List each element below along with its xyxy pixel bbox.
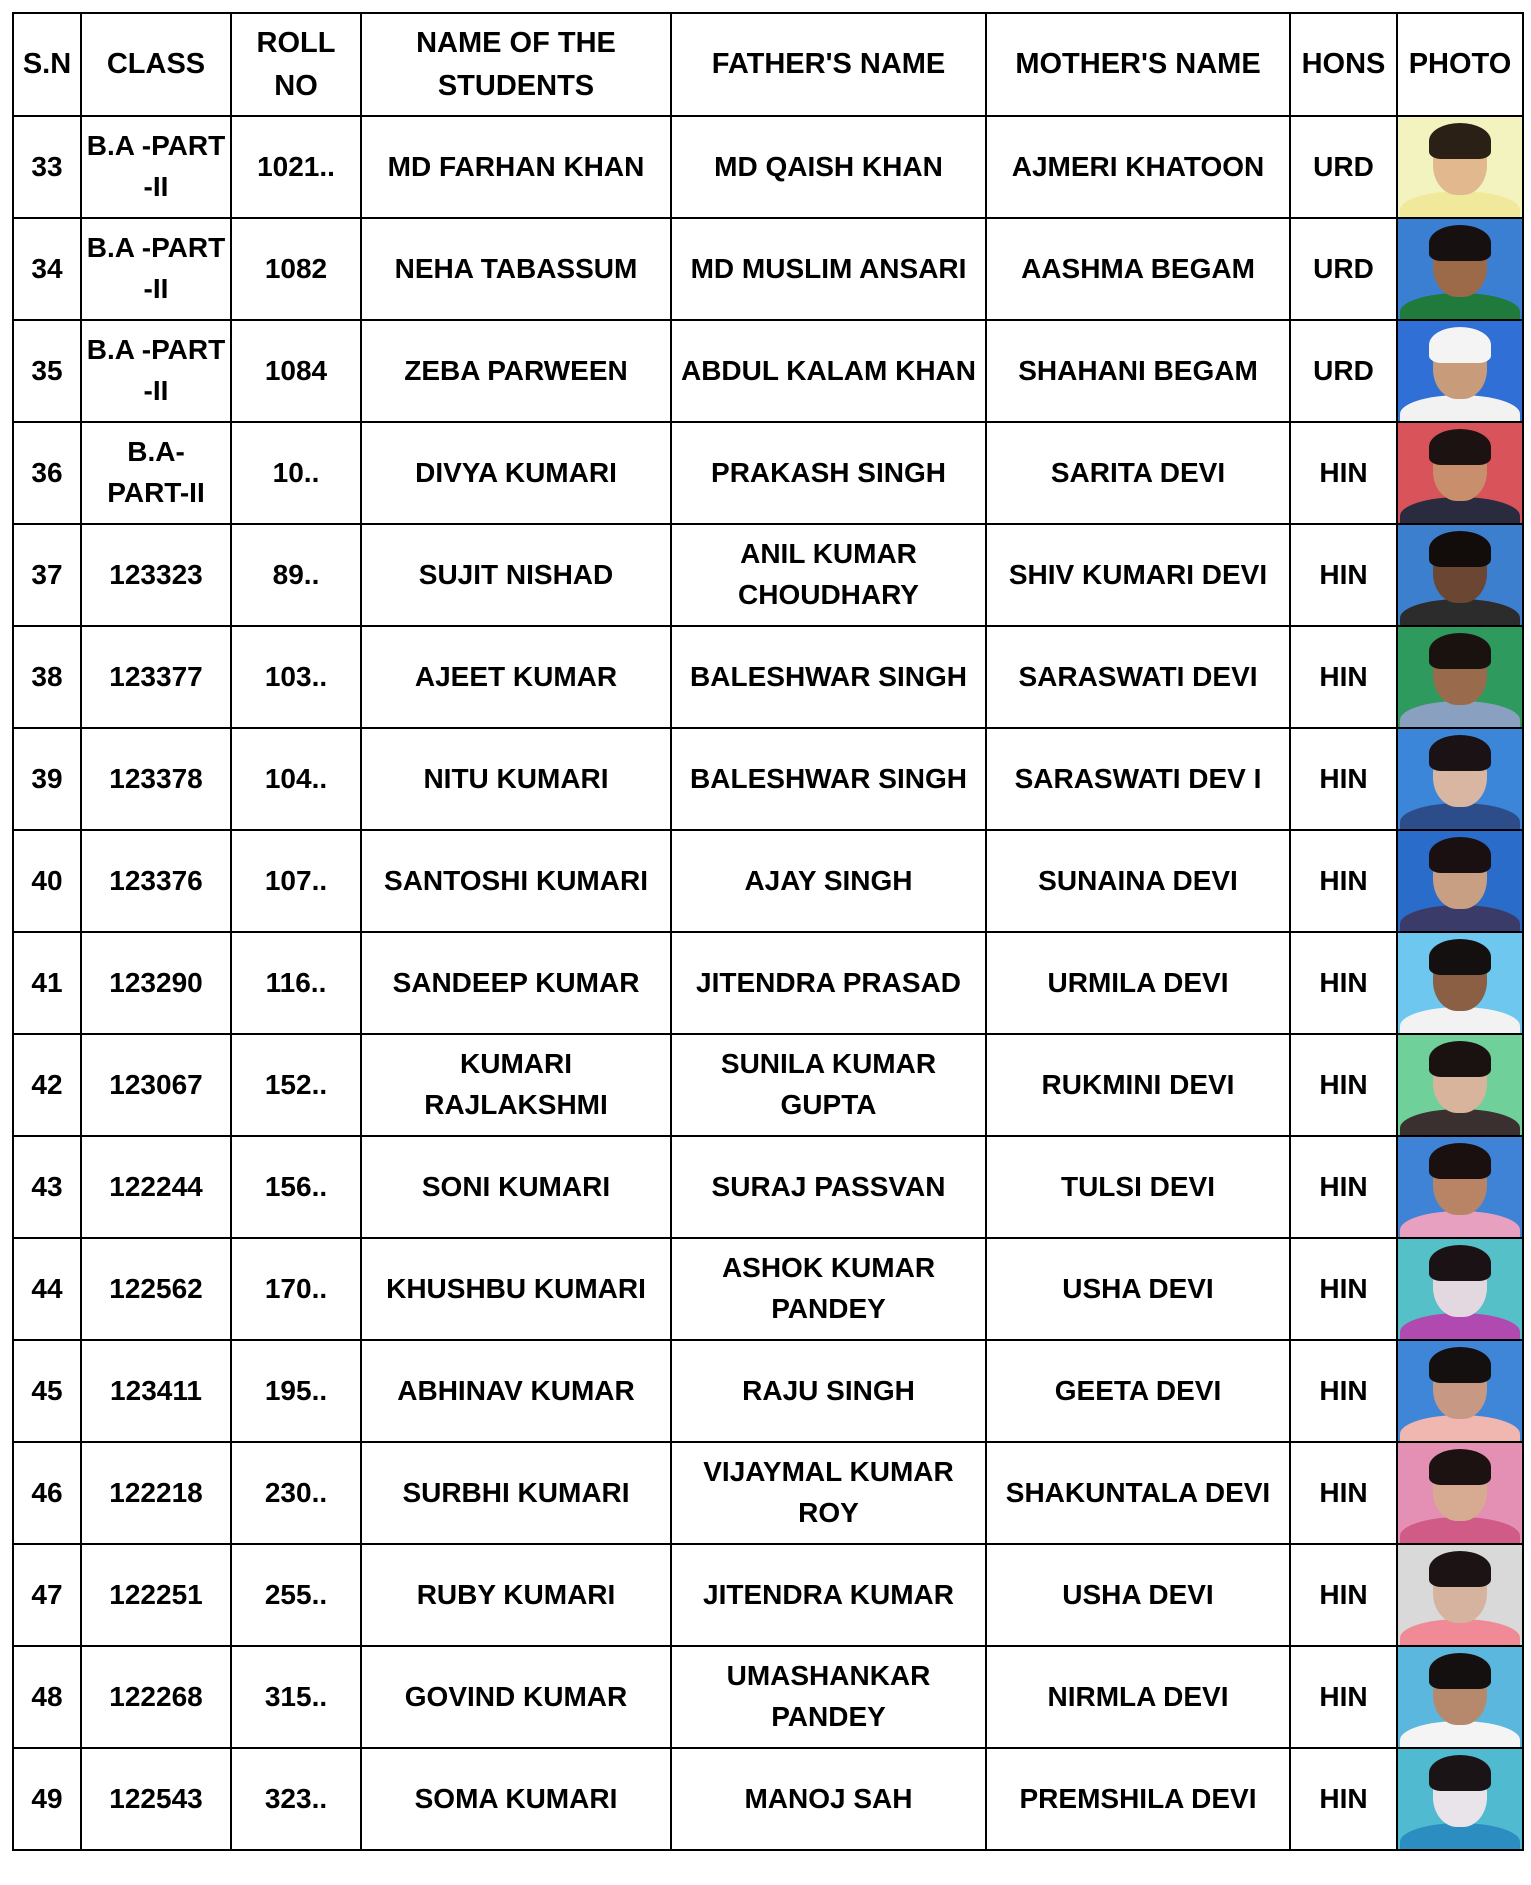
sn-cell: 37 bbox=[13, 524, 81, 626]
student-name-cell: SANDEEP KUMAR bbox=[361, 932, 671, 1034]
roll-no-cell: 1084 bbox=[231, 320, 361, 422]
class-cell: B.A -PART -II bbox=[81, 320, 231, 422]
hons-cell: HIN bbox=[1290, 422, 1397, 524]
roll-no-cell: 103.. bbox=[231, 626, 361, 728]
sn-cell: 38 bbox=[13, 626, 81, 728]
student-photo bbox=[1398, 729, 1522, 829]
table-row bbox=[13, 1034, 1523, 1136]
mother-name-cell: SHAHANI BEGAM bbox=[986, 320, 1290, 422]
class-cell: 123067 bbox=[81, 1034, 231, 1136]
father-name-cell: PRAKASH SINGH bbox=[671, 422, 986, 524]
hons-cell: HIN bbox=[1290, 1238, 1397, 1340]
student-photo bbox=[1398, 525, 1522, 625]
father-name-cell: BALESHWAR SINGH bbox=[671, 626, 986, 728]
student-name-cell: AJEET KUMAR bbox=[361, 626, 671, 728]
student-photo bbox=[1398, 1443, 1522, 1543]
hons-cell: HIN bbox=[1290, 1034, 1397, 1136]
father-name-cell: VIJAYMAL KUMAR ROY bbox=[671, 1442, 986, 1544]
roll-no-cell: 89.. bbox=[231, 524, 361, 626]
student-name-cell: SUJIT NISHAD bbox=[361, 524, 671, 626]
sn-cell: 46 bbox=[13, 1442, 81, 1544]
student-name-cell: SONI KUMARI bbox=[361, 1136, 671, 1238]
mother-name-cell: SHAKUNTALA DEVI bbox=[986, 1442, 1290, 1544]
student-name-cell: RUBY KUMARI bbox=[361, 1544, 671, 1646]
sn-cell: 39 bbox=[13, 728, 81, 830]
sn-cell: 44 bbox=[13, 1238, 81, 1340]
table-row bbox=[13, 1340, 1523, 1442]
roll-no-cell: 230.. bbox=[231, 1442, 361, 1544]
photo-cell bbox=[1397, 932, 1523, 1034]
mother-name-cell: SUNAINA DEVI bbox=[986, 830, 1290, 932]
roll-no-cell: 104.. bbox=[231, 728, 361, 830]
mother-name-cell: PREMSHILA DEVI bbox=[986, 1748, 1290, 1850]
father-name-cell: BALESHWAR SINGH bbox=[671, 728, 986, 830]
class-cell: B.A -PART -II bbox=[81, 116, 231, 218]
hons-cell: HIN bbox=[1290, 1340, 1397, 1442]
mother-name-cell: SHIV KUMARI DEVI bbox=[986, 524, 1290, 626]
student-photo bbox=[1398, 933, 1522, 1033]
hons-cell: HIN bbox=[1290, 524, 1397, 626]
sn-cell: 35 bbox=[13, 320, 81, 422]
hons-cell: HIN bbox=[1290, 830, 1397, 932]
hons-cell: HIN bbox=[1290, 932, 1397, 1034]
table-row bbox=[13, 422, 1523, 524]
roll-no-cell: 1021.. bbox=[231, 116, 361, 218]
class-cell: B.A -PART -II bbox=[81, 218, 231, 320]
class-cell: B.A- PART-II bbox=[81, 422, 231, 524]
student-photo bbox=[1398, 1341, 1522, 1441]
hons-cell: HIN bbox=[1290, 1442, 1397, 1544]
table-body bbox=[13, 116, 1523, 1850]
mother-name-cell: USHA DEVI bbox=[986, 1544, 1290, 1646]
class-cell: 122218 bbox=[81, 1442, 231, 1544]
roll-no-cell: 170.. bbox=[231, 1238, 361, 1340]
mother-name-cell: AJMERI KHATOON bbox=[986, 116, 1290, 218]
roll-no-cell: 107.. bbox=[231, 830, 361, 932]
student-name-cell: ABHINAV KUMAR bbox=[361, 1340, 671, 1442]
photo-cell bbox=[1397, 1238, 1523, 1340]
table-row bbox=[13, 728, 1523, 830]
photo-cell bbox=[1397, 830, 1523, 932]
student-photo bbox=[1398, 1035, 1522, 1135]
mother-name-cell: AASHMA BEGAM bbox=[986, 218, 1290, 320]
roll-no-cell: 116.. bbox=[231, 932, 361, 1034]
class-cell: 122543 bbox=[81, 1748, 231, 1850]
sn-cell: 36 bbox=[13, 422, 81, 524]
hons-cell: HIN bbox=[1290, 1748, 1397, 1850]
header-class: CLASS bbox=[81, 13, 231, 116]
photo-cell bbox=[1397, 1034, 1523, 1136]
table-row bbox=[13, 932, 1523, 1034]
header-hons: HONS bbox=[1290, 13, 1397, 116]
class-cell: 123376 bbox=[81, 830, 231, 932]
header-roll-no: ROLL NO bbox=[231, 13, 361, 116]
student-name-cell: ZEBA PARWEEN bbox=[361, 320, 671, 422]
table-row bbox=[13, 116, 1523, 218]
header-photo: PHOTO bbox=[1397, 13, 1523, 116]
class-cell: 123377 bbox=[81, 626, 231, 728]
photo-cell bbox=[1397, 422, 1523, 524]
header-sn: S.N bbox=[13, 13, 81, 116]
student-photo bbox=[1398, 219, 1522, 319]
father-name-cell: JITENDRA PRASAD bbox=[671, 932, 986, 1034]
table-row bbox=[13, 524, 1523, 626]
class-cell: 123411 bbox=[81, 1340, 231, 1442]
photo-cell bbox=[1397, 218, 1523, 320]
father-name-cell: SUNILA KUMAR GUPTA bbox=[671, 1034, 986, 1136]
student-name-cell: GOVIND KUMAR bbox=[361, 1646, 671, 1748]
class-cell: 122562 bbox=[81, 1238, 231, 1340]
student-photo bbox=[1398, 1545, 1522, 1645]
photo-cell bbox=[1397, 1748, 1523, 1850]
student-name-cell: SOMA KUMARI bbox=[361, 1748, 671, 1850]
sn-cell: 40 bbox=[13, 830, 81, 932]
table-row bbox=[13, 626, 1523, 728]
student-photo bbox=[1398, 1749, 1522, 1849]
sn-cell: 42 bbox=[13, 1034, 81, 1136]
father-name-cell: SURAJ PASSVAN bbox=[671, 1136, 986, 1238]
sn-cell: 41 bbox=[13, 932, 81, 1034]
table-row bbox=[13, 830, 1523, 932]
table-row bbox=[13, 218, 1523, 320]
photo-cell bbox=[1397, 1544, 1523, 1646]
father-name-cell: ASHOK KUMAR PANDEY bbox=[671, 1238, 986, 1340]
sn-cell: 45 bbox=[13, 1340, 81, 1442]
student-name-cell: SANTOSHI KUMARI bbox=[361, 830, 671, 932]
father-name-cell: UMASHANKAR PANDEY bbox=[671, 1646, 986, 1748]
hons-cell: HIN bbox=[1290, 1544, 1397, 1646]
roll-no-cell: 195.. bbox=[231, 1340, 361, 1442]
hons-cell: URD bbox=[1290, 116, 1397, 218]
header-student-name: NAME OF THE STUDENTS bbox=[361, 13, 671, 116]
sn-cell: 48 bbox=[13, 1646, 81, 1748]
hons-cell: URD bbox=[1290, 320, 1397, 422]
mother-name-cell: SARASWATI DEVI bbox=[986, 626, 1290, 728]
student-photo bbox=[1398, 831, 1522, 931]
hons-cell: HIN bbox=[1290, 1646, 1397, 1748]
class-cell: 122251 bbox=[81, 1544, 231, 1646]
header-father-name: FATHER'S NAME bbox=[671, 13, 986, 116]
father-name-cell: AJAY SINGH bbox=[671, 830, 986, 932]
father-name-cell: RAJU SINGH bbox=[671, 1340, 986, 1442]
table-row bbox=[13, 1748, 1523, 1850]
mother-name-cell: RUKMINI DEVI bbox=[986, 1034, 1290, 1136]
photo-cell bbox=[1397, 116, 1523, 218]
photo-cell bbox=[1397, 1136, 1523, 1238]
sn-cell: 34 bbox=[13, 218, 81, 320]
sn-cell: 47 bbox=[13, 1544, 81, 1646]
student-name-cell: NITU KUMARI bbox=[361, 728, 671, 830]
sn-cell: 33 bbox=[13, 116, 81, 218]
mother-name-cell: TULSI DEVI bbox=[986, 1136, 1290, 1238]
student-table bbox=[12, 12, 1524, 1851]
photo-cell bbox=[1397, 320, 1523, 422]
roll-no-cell: 1082 bbox=[231, 218, 361, 320]
photo-cell bbox=[1397, 1340, 1523, 1442]
hons-cell: HIN bbox=[1290, 728, 1397, 830]
roll-no-cell: 152.. bbox=[231, 1034, 361, 1136]
photo-cell bbox=[1397, 728, 1523, 830]
mother-name-cell: URMILA DEVI bbox=[986, 932, 1290, 1034]
student-photo bbox=[1398, 1647, 1522, 1747]
class-cell: 122268 bbox=[81, 1646, 231, 1748]
student-photo bbox=[1398, 627, 1522, 727]
mother-name-cell: NIRMLA DEVI bbox=[986, 1646, 1290, 1748]
mother-name-cell: SARASWATI DEV I bbox=[986, 728, 1290, 830]
header-mother-name: MOTHER'S NAME bbox=[986, 13, 1290, 116]
hons-cell: HIN bbox=[1290, 1136, 1397, 1238]
mother-name-cell: GEETA DEVI bbox=[986, 1340, 1290, 1442]
sn-cell: 43 bbox=[13, 1136, 81, 1238]
student-name-cell: KHUSHBU KUMARI bbox=[361, 1238, 671, 1340]
class-cell: 123323 bbox=[81, 524, 231, 626]
sn-cell: 49 bbox=[13, 1748, 81, 1850]
roll-no-cell: 156.. bbox=[231, 1136, 361, 1238]
roll-no-cell: 255.. bbox=[231, 1544, 361, 1646]
student-photo bbox=[1398, 423, 1522, 523]
hons-cell: HIN bbox=[1290, 626, 1397, 728]
hons-cell: URD bbox=[1290, 218, 1397, 320]
table-row bbox=[13, 320, 1523, 422]
student-photo bbox=[1398, 1137, 1522, 1237]
student-name-cell: MD FARHAN KHAN bbox=[361, 116, 671, 218]
class-cell: 123290 bbox=[81, 932, 231, 1034]
table-row bbox=[13, 1442, 1523, 1544]
photo-cell bbox=[1397, 1442, 1523, 1544]
mother-name-cell: SARITA DEVI bbox=[986, 422, 1290, 524]
photo-cell bbox=[1397, 1646, 1523, 1748]
header-row bbox=[13, 13, 1523, 116]
father-name-cell: MD QAISH KHAN bbox=[671, 116, 986, 218]
roll-no-cell: 315.. bbox=[231, 1646, 361, 1748]
student-name-cell: NEHA TABASSUM bbox=[361, 218, 671, 320]
student-name-cell: SURBHI KUMARI bbox=[361, 1442, 671, 1544]
class-cell: 123378 bbox=[81, 728, 231, 830]
table-row bbox=[13, 1646, 1523, 1748]
student-photo bbox=[1398, 1239, 1522, 1339]
class-cell: 122244 bbox=[81, 1136, 231, 1238]
student-name-cell: KUMARI RAJLAKSHMI bbox=[361, 1034, 671, 1136]
table-row bbox=[13, 1544, 1523, 1646]
photo-cell bbox=[1397, 626, 1523, 728]
father-name-cell: MANOJ SAH bbox=[671, 1748, 986, 1850]
mother-name-cell: USHA DEVI bbox=[986, 1238, 1290, 1340]
father-name-cell: MD MUSLIM ANSARI bbox=[671, 218, 986, 320]
roll-no-cell: 323.. bbox=[231, 1748, 361, 1850]
father-name-cell: ABDUL KALAM KHAN bbox=[671, 320, 986, 422]
student-photo bbox=[1398, 117, 1522, 217]
student-name-cell: DIVYA KUMARI bbox=[361, 422, 671, 524]
father-name-cell: JITENDRA KUMAR bbox=[671, 1544, 986, 1646]
roll-no-cell: 10.. bbox=[231, 422, 361, 524]
table-row bbox=[13, 1136, 1523, 1238]
student-photo bbox=[1398, 321, 1522, 421]
table-row bbox=[13, 1238, 1523, 1340]
father-name-cell: ANIL KUMAR CHOUDHARY bbox=[671, 524, 986, 626]
photo-cell bbox=[1397, 524, 1523, 626]
